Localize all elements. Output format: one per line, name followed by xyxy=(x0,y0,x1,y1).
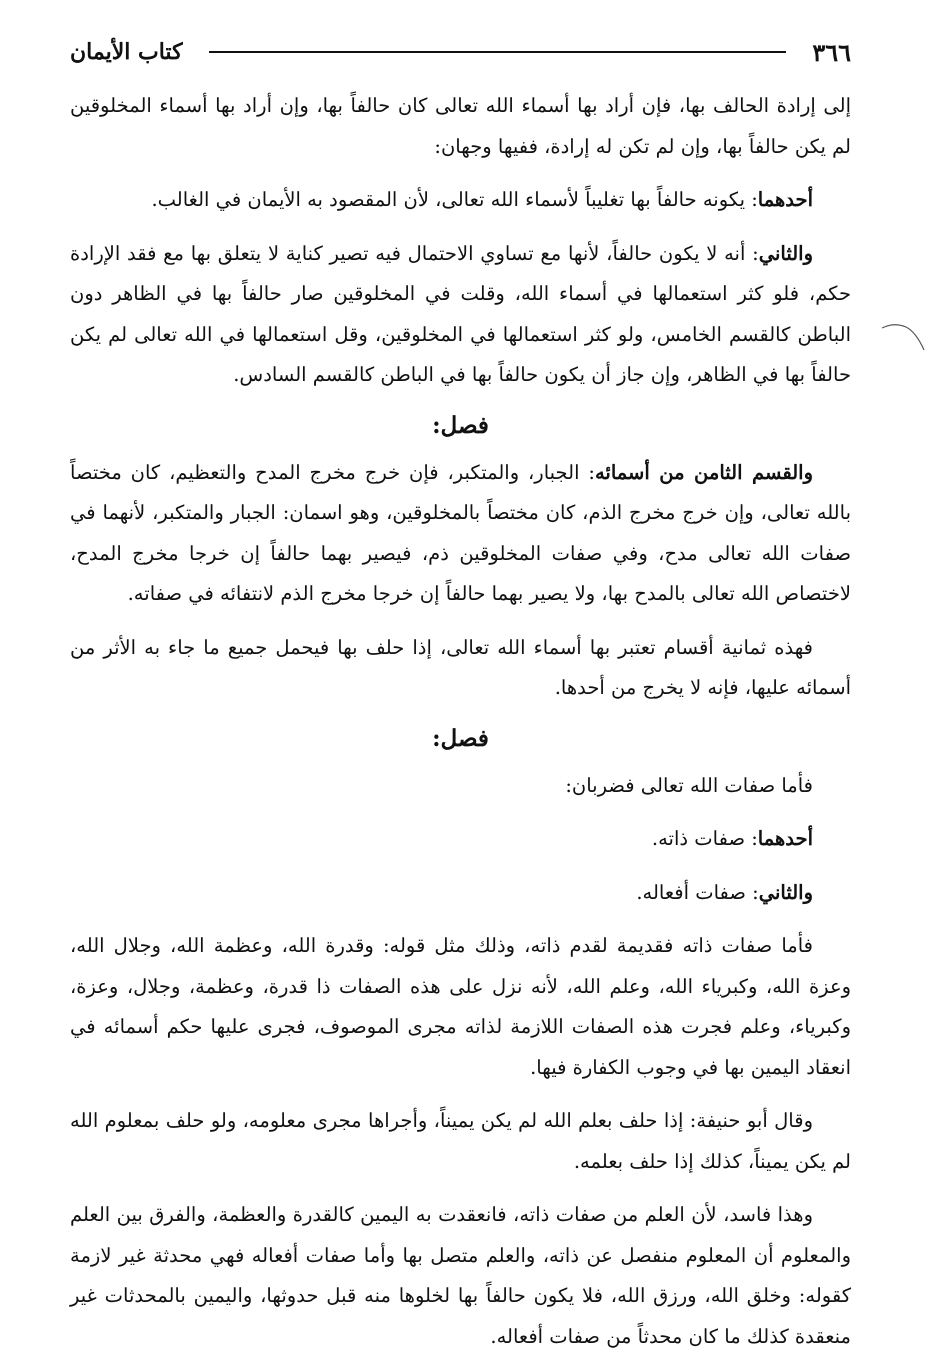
paragraph xyxy=(70,1101,851,1182)
paragraph xyxy=(70,180,851,221)
paragraph-lead: أحدهما xyxy=(757,827,813,850)
paragraph-lead: أحدهما xyxy=(757,188,813,211)
paragraph-text: وقال أبو حنيفة: إذا حلف بعلم الله لم يكن يميناً، وأجراها مجرى معلومه، ولو حلف بمعلوم الله لم يكن يميناً، كذلك إذا حلف بعلمه. xyxy=(70,1109,851,1173)
paragraph-text: : صفات أفعاله. xyxy=(636,880,759,904)
paragraph-lead: والقسم الثامن من أسمائه xyxy=(594,460,813,484)
paragraph-lead: والثاني xyxy=(758,241,813,265)
paragraph-text: : يكونه حالفاً بها تغليباً لأسماء الله تعالى، لأن المقصود به الأيمان في الغالب. xyxy=(151,188,758,211)
header-rule xyxy=(209,51,787,53)
running-title: كتاب الأيمان xyxy=(70,39,183,65)
paragraph xyxy=(70,86,851,167)
paragraph xyxy=(70,873,851,914)
paragraph xyxy=(70,234,851,396)
paragraph-text: : أنه لا يكون حالفاً، لأنها مع تساوي الاحتمال فيه تصير كناية لا يتعلق بها مع فقد الإرادة حكم، فلو كثر استعمالها في أسماء الله، وقلت في المخلوقين صار حالفاً بها في الظاهر دون الباطن كالقسم الخامس، ولو كثر استعمالها في المخلوقين، وقل استعمالها في الله تعالى لم يكن حالفاً بها في الظاهر، وإن جاز أن يكون حالفاً بها في الباطن كالقسم السادس. xyxy=(70,241,851,386)
paragraph xyxy=(70,453,851,615)
section-heading: فصل: xyxy=(432,411,489,439)
paragraph-lead: والثاني xyxy=(758,880,813,904)
page-header xyxy=(70,32,851,72)
paragraph xyxy=(70,926,851,1088)
paragraph xyxy=(70,819,851,860)
paragraph-text: : الجبار، والمتكبر، فإن خرج مخرج المدح والتعظيم، كان مختصاً بالله تعالى، وإن خرج مخرج الذم، كان مختصاً بالمخلوقين، وهو اسمان: الجبار والمتكبر، لأنهما في صفات الله تعالى مدح، وفي صفات المخلوقين ذم، فيصير بهما حالفاً إن خرجا مخرج المدح، لاختصاص الله تعالى بالمدح بها، ولا يصير بهما حالفاً إن خرجا مخرج الذم لانتفائه في صفاته. xyxy=(70,460,851,605)
margin-pen-mark-icon xyxy=(880,318,928,358)
page-body xyxy=(70,86,851,1357)
page-number: ٣٦٦ xyxy=(812,37,851,67)
paragraph xyxy=(70,1195,851,1357)
paragraph-text: وهذا فاسد، لأن العلم من صفات ذاته، فانعقدت به اليمين كالقدرة والعظمة، والفرق بين العلم والمعلوم أن المعلوم منفصل عن ذاته، والعلم متصل بها وأما صفات أفعاله فهي محدثة غير لازمة كقوله: وخلق الله، ورزق الله، فلا يكون حالفاً بها لخلوها منه قبل حدوثها، واليمين بالمحدثات غير منعقدة كذلك ما كان محدثاً من صفات أفعاله. xyxy=(70,1203,851,1348)
paragraph xyxy=(70,628,851,709)
paragraph-text: : صفات ذاته. xyxy=(651,827,758,850)
section-heading: فصل: xyxy=(432,724,489,752)
paragraph-text: فهذه ثمانية أقسام تعتبر بها أسماء الله تعالى، إذا حلف بها فيحمل جميع ما جاء به الأثر من أسمائه عليها، فإنه لا يخرج من أحدها. xyxy=(70,635,851,699)
paragraph-text: إلى إرادة الحالف بها، فإن أراد بها أسماء الله تعالى كان حالفاً بها، وإن أراد بها أسماء المخلوقين لم يكن حالفاً بها، وإن لم تكن له إرادة، ففيها وجهان: xyxy=(70,94,851,158)
paragraph-text: فأما صفات ذاته فقديمة لقدم ذاته، وذلك مثل قوله: وقدرة الله، وعظمة الله، وجلال الله، وعزة الله، وكبرياء الله، وعلم الله، لأنه نزل على هذه الصفات ذا قدرة، وعظمة، وجلال، وعزة، وكبرياء، وعلم فجرت هذه الصفات اللازمة لذاته مجرى الموصوف، فجرى عليها حكم أسمائه في انعقاد اليمين بها في وجوب الكفارة فيها. xyxy=(70,934,851,1079)
paragraph xyxy=(70,766,851,807)
paragraph-text: فأما صفات الله تعالى فضربان: xyxy=(565,773,813,797)
